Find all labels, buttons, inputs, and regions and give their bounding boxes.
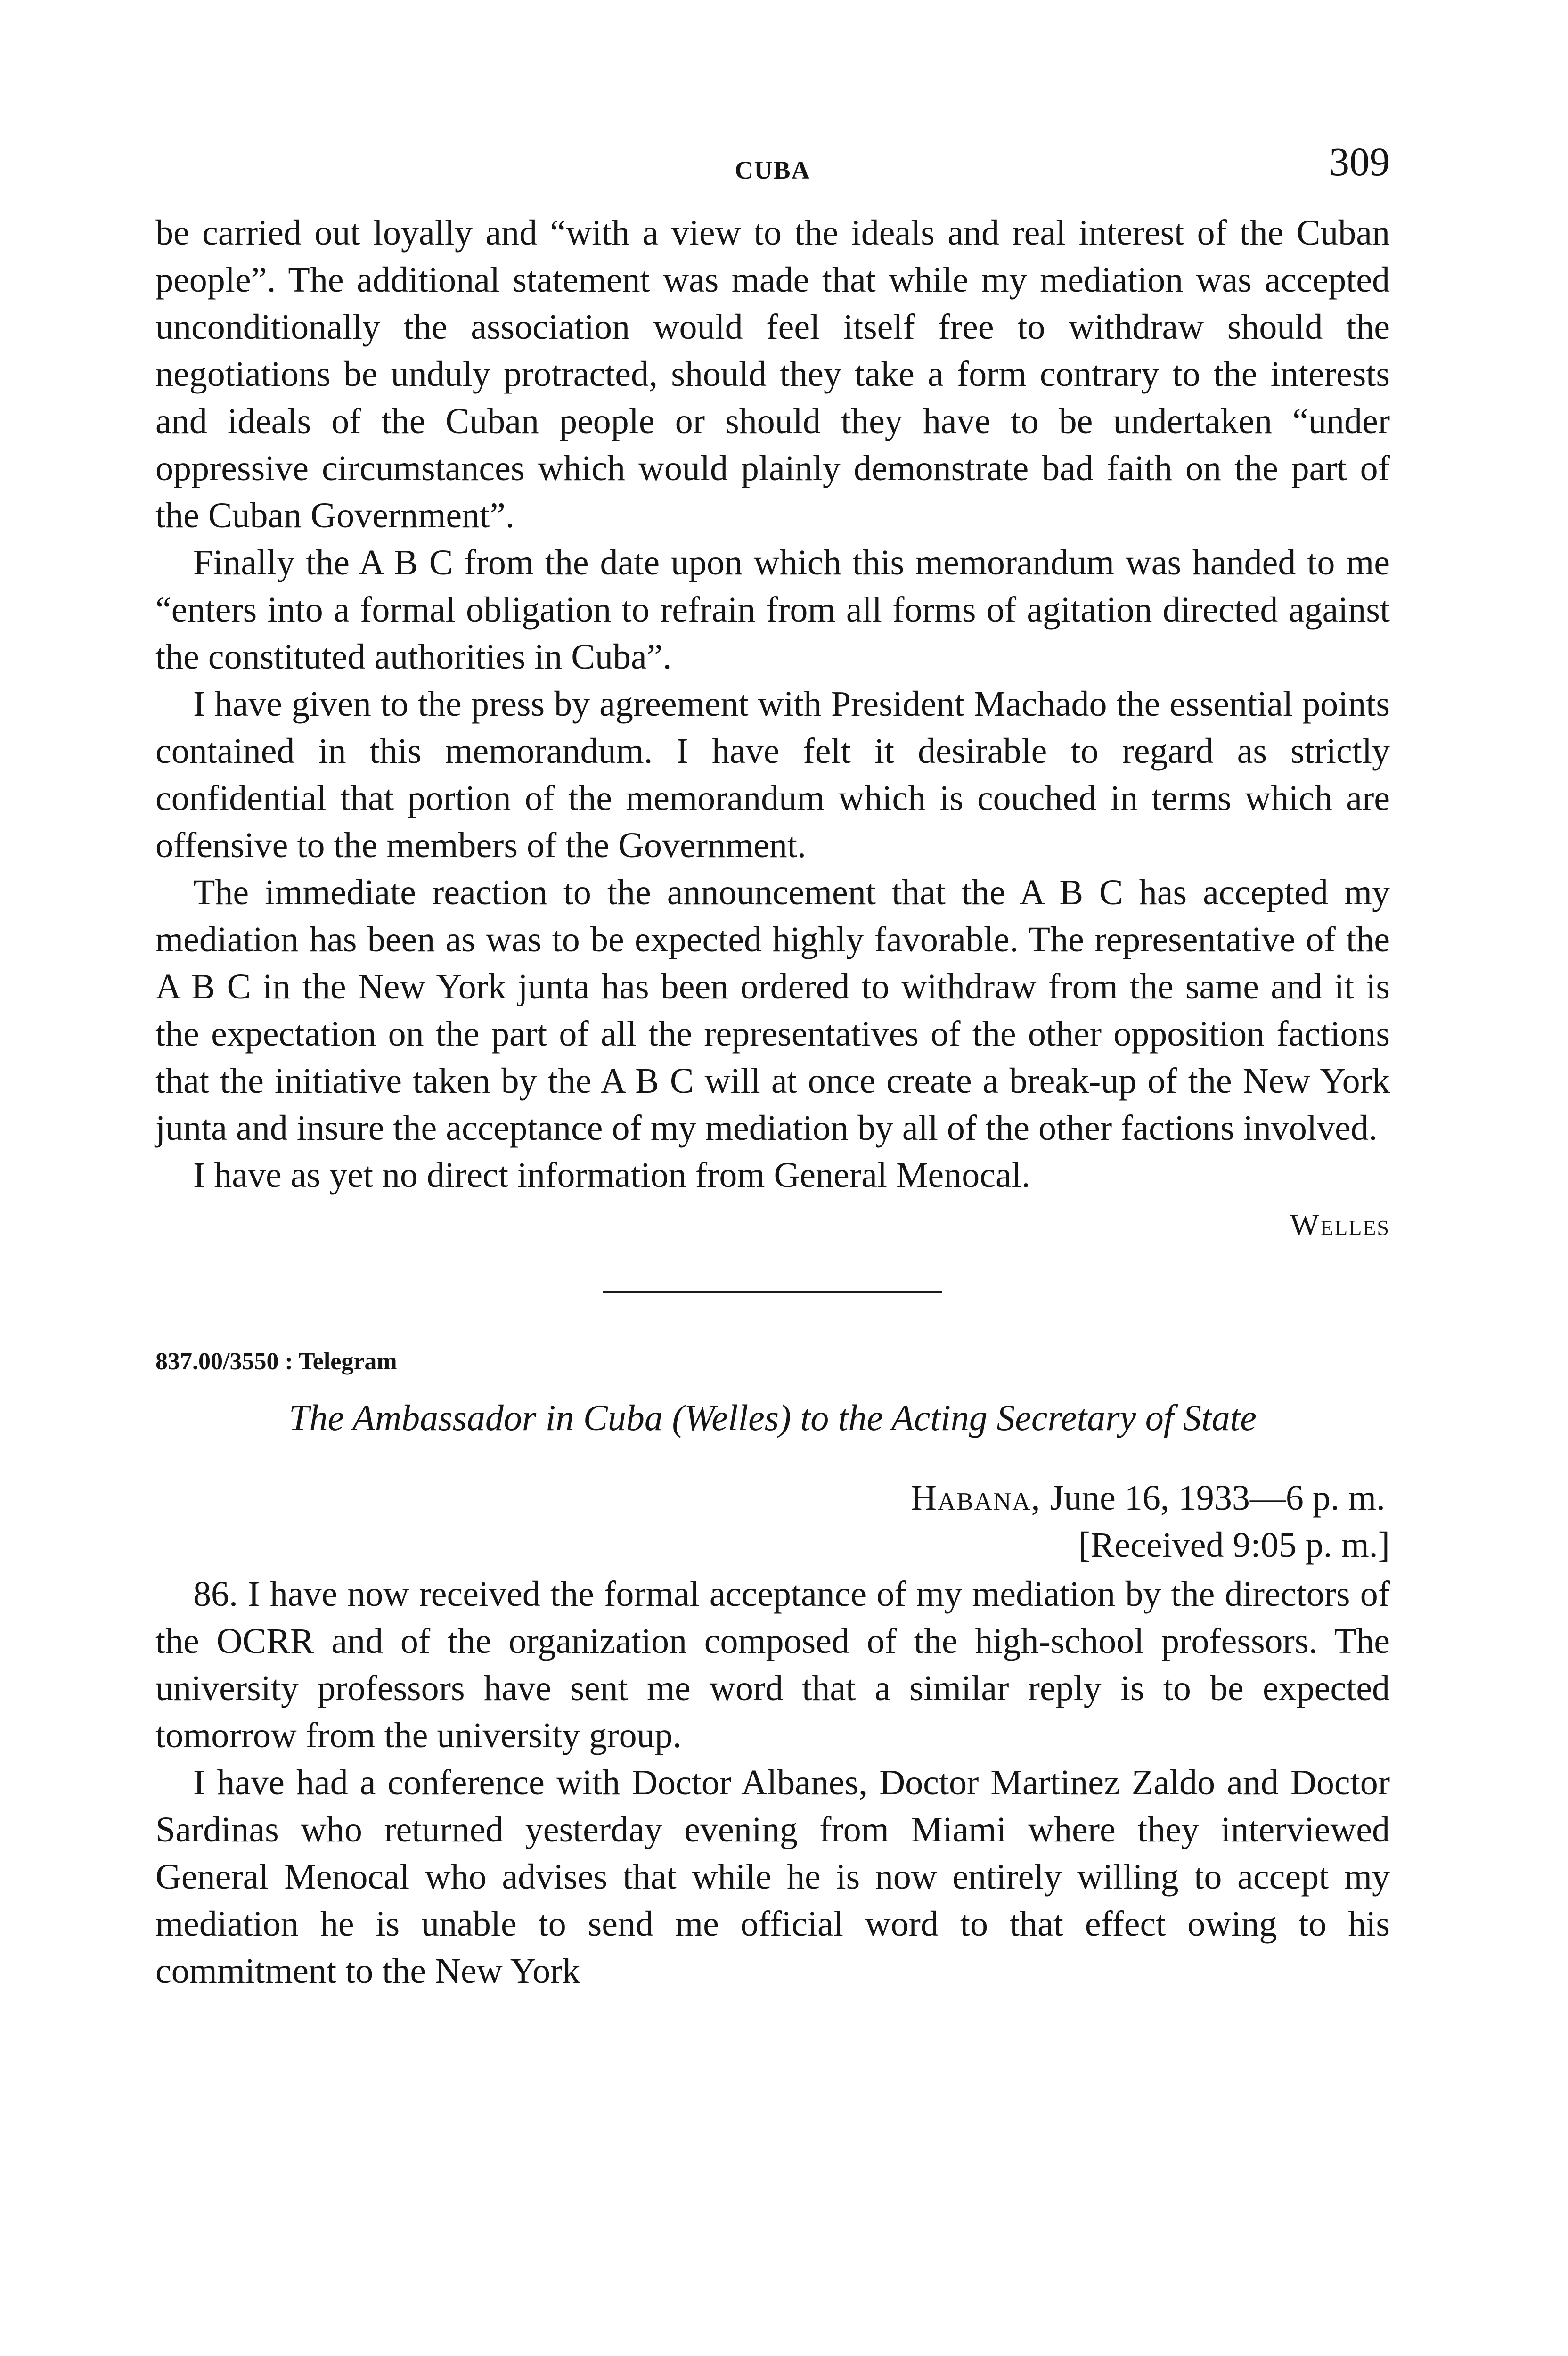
paragraph-continuation: be carried out loyally and “with a view to the ideals and real interest of the Cuban people”. The additional statement was made that while my mediation was accepted unconditionally the association would feel itself free to withdraw should the negotiations be unduly protracted, should they take a form contrary to the interests and ideals of the Cuban people or should they have to be undertaken “under oppressive circumstances which would plainly demonstrate bad faith on the part of the Cuban Government”. bbox=[155, 213, 1390, 535]
file-reference: 837.00/3550 : Telegram bbox=[155, 1348, 397, 1375]
telegram-paragraph-acceptance: 86. I have now received the formal acceptance of my mediation by the directors of the OCRR and of the organization composed of the high-school professors. The university professors have sent me word that a similar reply is to be expected tomorrow from the university group. bbox=[155, 1574, 1390, 1755]
paragraph-reaction: The immediate reaction to the announcement that the A B C has accepted my mediation has been as was to be expected highly favorable. The representative of the A B C in the New York junta has been ordered to withdraw from the same and it is the expectation on the part of all the representatives of the other opposition factions that the initiative taken by the A B C will at once create a break-up of the New York junta and insure the acceptance of my mediation by all of the other factions involved. bbox=[155, 873, 1390, 1148]
page-number: 309 bbox=[1329, 139, 1390, 184]
telegram-title: The Ambassador in Cuba (Welles) to the Acting Secretary of State bbox=[289, 1397, 1257, 1438]
received-time: [Received 9:05 p. m.] bbox=[1078, 1525, 1390, 1565]
dateline-place: Habana, bbox=[911, 1478, 1041, 1518]
signature: Welles bbox=[1290, 1208, 1390, 1242]
document-page bbox=[155, 141, 1390, 1995]
dateline bbox=[155, 1474, 1390, 1522]
paragraph-press-statement: I have given to the press by agreement with President Machado the essential points contained in this memorandum. I have felt it desirable to regard as strictly confidential that portion of the memorandum which is couched in terms which are offensive to the members of the Government. bbox=[155, 684, 1390, 865]
telegram-paragraph-conference: I have had a conference with Doctor Albanes, Doctor Martinez Zaldo and Doctor Sardinas who returned yesterday evening from Miami where they interviewed General Menocal who advises that while he is now entirely willing to accept my mediation he is unable to send me official word to that effect owing to his commitment to the New York bbox=[155, 1763, 1390, 1991]
paragraph-abc-obligation: Finally the A B C from the date upon which this memorandum was handed to me “enters into a formal obligation to refrain from all forms of agitation directed against the constituted authorities in Cuba”. bbox=[155, 543, 1390, 677]
running-title: CUBA bbox=[735, 156, 811, 184]
dateline-date: June 16, 1933—6 p. m. bbox=[1050, 1478, 1385, 1518]
section-divider bbox=[603, 1291, 942, 1293]
paragraph-menocal: I have as yet no direct information from General Menocal. bbox=[193, 1155, 1030, 1195]
running-header bbox=[155, 141, 1390, 198]
